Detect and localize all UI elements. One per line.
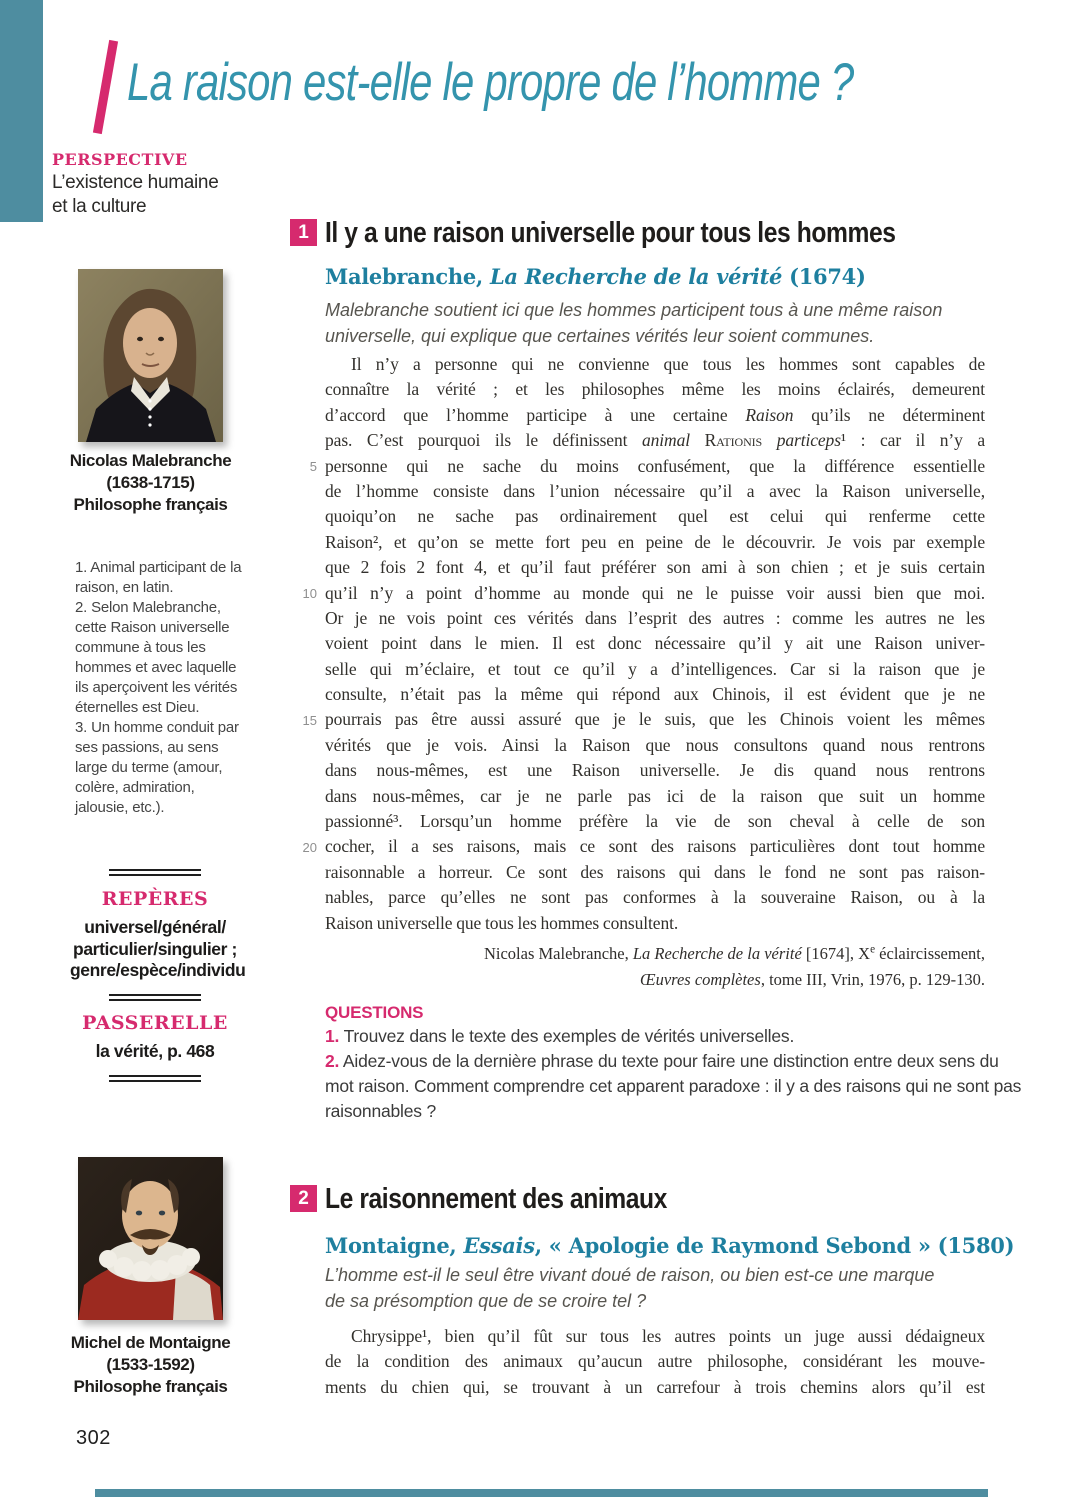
text-line: passionné³. Lorsqu’un homme préfère la vie de son cheval à celle de son <box>325 811 985 832</box>
footnotes-block <box>75 558 245 818</box>
perspective-theme-line2: et la culture <box>52 196 147 217</box>
line-number: 20 <box>302 839 317 855</box>
source-author: Montaigne, <box>325 1233 464 1258</box>
text-line: que 2 fois 2 font 4, et qu’il faut préférer son ami à son chien ; et je suis certain <box>325 557 985 578</box>
text-line: de la condition des animaux qu’aucun autre philosophe, considérant les mouve- <box>325 1351 985 1372</box>
malebranche-portrait-image <box>78 269 223 442</box>
montaigne-portrait-image <box>78 1157 223 1320</box>
philosopher-role: Philosophe français <box>73 1377 228 1396</box>
bottom-accent-bar <box>95 1489 988 1497</box>
text-line: consulte, n’était pas la même qui répond aux Chinois, il est évident que je ne <box>325 684 985 705</box>
source-citation <box>325 941 985 993</box>
questions-block <box>325 1002 1025 1124</box>
source-date: (1674) <box>782 264 866 289</box>
reperes-line: genre/espèce/individu <box>70 960 246 980</box>
footnote: 3. Un homme conduit par ses passions, au sens large du terme (amour, colère, admiration, jalousie, etc.). <box>75 719 239 816</box>
montaigne-caption <box>43 1332 258 1398</box>
perspective-theme-line1: L’existence humaine <box>52 172 219 193</box>
source-author: Malebranche, <box>325 264 490 289</box>
footnote: 1. Animal participant de la raison, en latin. <box>75 559 242 596</box>
line-number: 5 <box>309 458 317 474</box>
malebranche-caption <box>43 450 258 516</box>
text-line: pourrais pas être aussi assuré que je le suis, que les Chinois voient les mêmes <box>325 709 985 730</box>
passerelle-label: PASSERELLE <box>82 1012 228 1034</box>
passerelle-box <box>70 1000 240 1082</box>
text-line: Il n’y a personne qui ne convienne que tous les hommes sont capables de <box>351 354 985 374</box>
reperes-label: REPÈRES <box>101 888 209 910</box>
text-line: connaître la vérité ; et les philosophes même les moins éclairés, demeurent <box>325 379 985 400</box>
text-line: Chrysippe¹, bien qu’il fût sur tous les autres points un juge aussi dédaigneux <box>351 1326 985 1346</box>
section-1-number-badge: 1 <box>290 219 317 246</box>
double-rule <box>109 869 201 876</box>
text-line: quoiqu’on ne sache pas ordinairement quel est celui qui renferme cette <box>325 506 985 527</box>
title-slash-decoration <box>93 40 118 134</box>
text-line: d’accord que l’homme participe à une certaine Raison qu’ils ne déterminent <box>325 404 985 425</box>
text-line: Raison², et qu’on se mette fort peu en peine de le découvrir. Je vois par exemple <box>325 531 985 552</box>
text-line: vérités que je vois. Ainsi la Raison que nous consultons quand nous rentrons <box>325 734 985 755</box>
section-2-title: Le raisonnement des animaux <box>325 1183 667 1215</box>
text-line: de l’homme consiste dans l’union nécessaire qu’il a avec la Raison universelle, <box>325 480 985 501</box>
source-work-title: La Recherche de la vérité <box>489 264 783 289</box>
page-title: La raison est-elle le propre de l’homme ? <box>127 53 854 112</box>
section-2-source-heading <box>325 1233 1014 1258</box>
question-item <box>325 1024 1025 1049</box>
text-line: nables, parce qu’elles ne sont pas conformes à la souveraine Raison, ou à la <box>325 887 985 908</box>
section-1-source-heading <box>325 264 866 289</box>
question-item <box>325 1049 1025 1124</box>
text-line: voient point dans le mien. Il est donc nécessaire qu’il y ait une Raison univer- <box>325 633 985 654</box>
citation-line: Nicolas Malebranche, La Recherche de la vérité [1674], Xe éclaircissement, <box>483 943 985 963</box>
philosopher-dates: (1533-1592) <box>106 1355 195 1374</box>
source-tail: , « Apologie de Raymond Sebond » (1580) <box>534 1233 1015 1258</box>
top-left-accent-bar <box>0 0 43 222</box>
text-line: ments du chien qui, se trouvant à un carrefour à trois chemins alors qu’il est <box>325 1376 985 1397</box>
reperes-line: universel/général/ <box>84 917 226 937</box>
text-line: Or je ne vois point ces vérités dans l’esprit des autres : comme les autres ne les <box>325 607 985 628</box>
text-line: Raison universelle que tous les hommes consultent. <box>325 912 679 933</box>
section-1-intro: Malebranche soutient ici que les hommes participent tous à une même raison universelle, qui explique que certaines vérités leur soient communes. <box>325 300 943 346</box>
section-1-text-block <box>302 352 985 936</box>
philosopher-name: Nicolas Malebranche <box>69 451 232 470</box>
double-rule <box>109 1075 201 1082</box>
text-line: pas. C’est pourquoi ils le définissent animal Rationis particeps¹ : car il n’y a <box>325 430 985 451</box>
text-line: dans nous-mêmes, est une Raison universelle. Je dis quand nous rentrons <box>325 760 985 781</box>
section-2-text-block <box>325 1324 985 1400</box>
footnote: 2. Selon Malebranche, cette Raison universelle commune à tous les hommes et avec laquelle ils aperçoivent les vérités éternelles est Dieu. <box>75 599 238 716</box>
line-number: 15 <box>302 712 317 728</box>
question-number: 2. <box>325 1051 340 1071</box>
text-line: dans nous-mêmes, car je ne parle pas ici de la raison que suit un homme <box>325 785 985 806</box>
reperes-line: particulier/singulier ; <box>73 938 237 959</box>
line-number: 10 <box>302 585 317 601</box>
text-line: cocher, il a ses raisons, mais ce sont des raisons particulières dont tout homme <box>325 836 985 857</box>
question-number: 1. <box>325 1026 340 1046</box>
section-1-title: Il y a une raison universelle pour tous les hommes <box>325 217 896 249</box>
text-line: selle qui m’éclaire, et tout ce qu’il y a d’intelligences. Car si la raison que je <box>325 658 985 679</box>
philosopher-name: Michel de Montaigne <box>70 1333 231 1352</box>
questions-label: QUESTIONS <box>325 1003 424 1022</box>
text-line: raisonnable a horreur. Ce sont des raisons qui dans le fond ne sont pas raison- <box>325 861 985 882</box>
text-line: personne qui ne sache du moins confusément, que la différence essentielle <box>325 455 985 476</box>
perspective-label: PERSPECTIVE <box>52 150 188 169</box>
philosopher-role: Philosophe français <box>73 495 228 514</box>
page-number: 302 <box>76 1427 111 1449</box>
citation-line: Œuvres complètes, tome III, Vrin, 1976, p. 129-130. <box>640 970 985 989</box>
text-line: qu’il n’y a point d’homme au monde qui ne le puisse voir aussi bien que moi. <box>325 582 985 603</box>
source-work-title: Essais <box>463 1233 535 1258</box>
passerelle-reference: la vérité, p. 468 <box>95 1041 215 1061</box>
philosopher-dates: (1638-1715) <box>106 473 195 492</box>
question-text: Aidez-vous de la dernière phrase du texte pour faire une distinction entre deux sens du mot raison. Comment comprendre cet apparent paradoxe : il y a des raisons qui ne sont pas raisonnables ? <box>325 1051 1022 1121</box>
reperes-box <box>70 869 246 1001</box>
section-2-number-badge: 2 <box>290 1185 317 1212</box>
section-2-intro: L’homme est-il le seul être vivant doué de raison, ou bien est-ce une marque de sa présomption que de se croire tel ? <box>325 1265 935 1311</box>
question-text: Trouvez dans le texte des exemples de vérités universelles. <box>343 1026 795 1046</box>
